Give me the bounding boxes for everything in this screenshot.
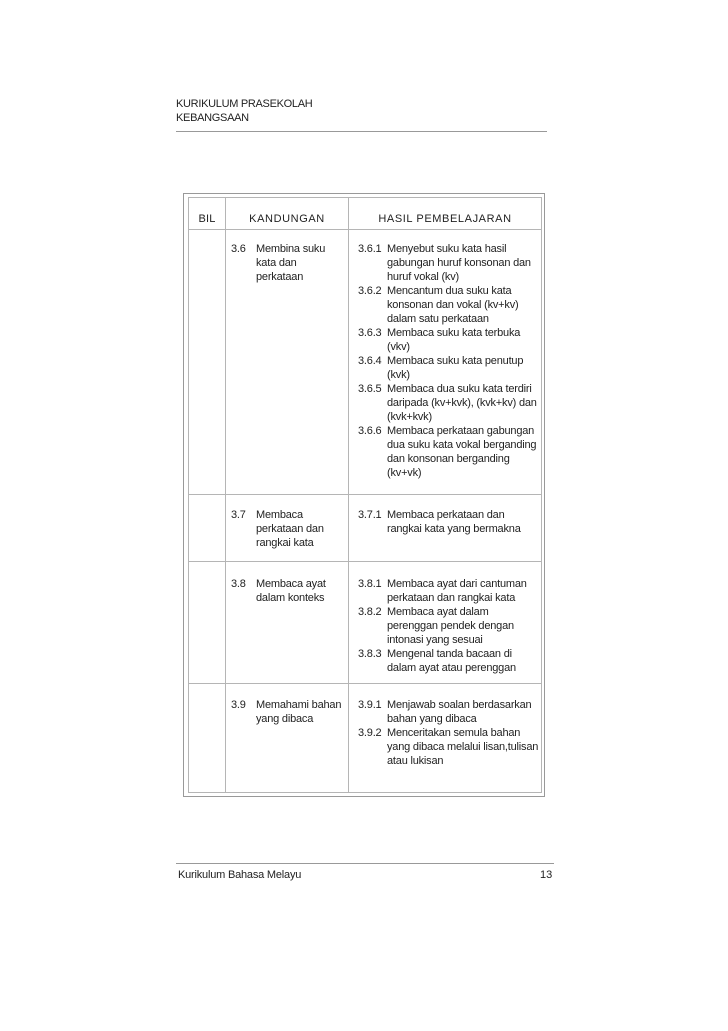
- kandungan-cell: [225, 229, 349, 495]
- kandungan-cell: [225, 494, 349, 562]
- outcome-number: 3.6.6: [358, 425, 382, 437]
- outcome-line: Mengenal tanda bacaan di: [387, 648, 512, 660]
- outcome-number: 3.8.2: [358, 606, 382, 618]
- header-cell-bil: [188, 197, 226, 230]
- kandungan-line: Membaca: [256, 509, 303, 521]
- footer-divider: [176, 863, 554, 864]
- outcome-line: (kvk): [387, 369, 410, 381]
- header-line-1: KURIKULUM PRASEKOLAH: [176, 98, 313, 110]
- outcome-line: daripada (kv+kvk), (kvk+kv) dan: [387, 397, 537, 409]
- outcome-line: Membaca ayat dalam: [387, 606, 489, 618]
- footer-title: Kurikulum Bahasa Melayu: [178, 869, 302, 881]
- kandungan-cell: [225, 683, 349, 793]
- column-header-bil: BIL: [198, 213, 216, 225]
- outcome-line: dalam satu perkataan: [387, 313, 489, 325]
- header-cell-hasil: [348, 197, 542, 230]
- outcome-line: Membaca dua suku kata terdiri: [387, 383, 532, 395]
- outcome-line: dua suku kata vokal berganding: [387, 439, 537, 451]
- outcome-number: 3.9.1: [358, 699, 382, 711]
- column-header-hasil: HASIL PEMBELAJARAN: [378, 213, 512, 225]
- outcome-number: 3.6.1: [358, 243, 382, 255]
- bil-cell: [188, 561, 226, 684]
- outcome-number: 3.8.3: [358, 648, 382, 660]
- bil-cell: [188, 683, 226, 793]
- outcome-line: Mencantum dua suku kata: [387, 285, 512, 297]
- outcome-line: gabungan huruf konsonan dan: [387, 257, 531, 269]
- outcome-line: Membaca ayat dari cantuman: [387, 578, 527, 590]
- outcome-line: Menjawab soalan berdasarkan: [387, 699, 532, 711]
- outcome-number: 3.9.2: [358, 727, 382, 739]
- hasil-cell: [348, 561, 542, 684]
- outcome-line: Membaca perkataan dan: [387, 509, 505, 521]
- outcome-line: (kvk+kvk): [387, 411, 432, 423]
- column-header-kandungan: KANDUNGAN: [249, 213, 325, 225]
- kandungan-line: Membaca ayat: [256, 578, 326, 590]
- hasil-cell: [348, 229, 542, 495]
- kandungan-line: kata dan: [256, 257, 297, 269]
- outcome-line: perkataan dan rangkai kata: [387, 592, 516, 604]
- outcome-number: 3.8.1: [358, 578, 382, 590]
- header-line-2: KEBANGSAAN: [176, 112, 249, 124]
- running-header: [176, 97, 312, 125]
- outcome-line: perenggan pendek dengan: [387, 620, 514, 632]
- hasil-cell: [348, 683, 542, 793]
- kandungan-number: 3.8: [231, 578, 246, 590]
- outcome-line: Menyebut suku kata hasil: [387, 243, 507, 255]
- outcome-number: 3.6.5: [358, 383, 382, 395]
- kandungan-line: perkataan dan: [256, 523, 324, 535]
- bil-cell: [188, 229, 226, 495]
- kandungan-number: 3.9: [231, 699, 246, 711]
- kandungan-line: perkataan: [256, 271, 304, 283]
- page-number: 13: [540, 869, 553, 881]
- outcome-line: dalam ayat atau perenggan: [387, 662, 516, 674]
- kandungan-line: Membina suku: [256, 243, 326, 255]
- kandungan-number: 3.6: [231, 243, 246, 255]
- kandungan-cell: [225, 561, 349, 684]
- outcome-line: yang dibaca melalui lisan,tulisan: [387, 741, 539, 753]
- outcome-line: atau lukisan: [387, 755, 444, 767]
- hasil-cell: [348, 494, 542, 562]
- outcome-number: 3.7.1: [358, 509, 382, 521]
- outcome-line: Membaca suku kata penutup: [387, 355, 524, 367]
- kandungan-number: 3.7: [231, 509, 246, 521]
- kandungan-line: Memahami bahan: [256, 699, 342, 711]
- outcome-line: Membaca perkataan gabungan: [387, 425, 535, 437]
- outcome-line: (kv+vk): [387, 467, 422, 479]
- outcome-line: konsonan dan vokal (kv+kv): [387, 299, 519, 311]
- outcome-number: 3.6.4: [358, 355, 382, 367]
- outcome-line: bahan yang dibaca: [387, 713, 477, 725]
- header-cell-kandungan: [225, 197, 349, 230]
- outcome-number: 3.6.2: [358, 285, 382, 297]
- outcome-line: (vkv): [387, 341, 410, 353]
- outcome-line: Membaca suku kata terbuka: [387, 327, 521, 339]
- curriculum-table: [183, 193, 545, 797]
- outcome-line: intonasi yang sesuai: [387, 634, 483, 646]
- outcome-line: huruf vokal (kv): [387, 271, 459, 283]
- kandungan-line: yang dibaca: [256, 713, 314, 725]
- outcome-line: Menceritakan semula bahan: [387, 727, 521, 739]
- outcome-line: dan konsonan berganding: [387, 453, 510, 465]
- bil-cell: [188, 494, 226, 562]
- header-divider: [176, 131, 547, 132]
- kandungan-line: dalam konteks: [256, 592, 325, 604]
- outcome-number: 3.6.3: [358, 327, 382, 339]
- kandungan-line: rangkai kata: [256, 537, 314, 549]
- outcome-line: rangkai kata yang bermakna: [387, 523, 521, 535]
